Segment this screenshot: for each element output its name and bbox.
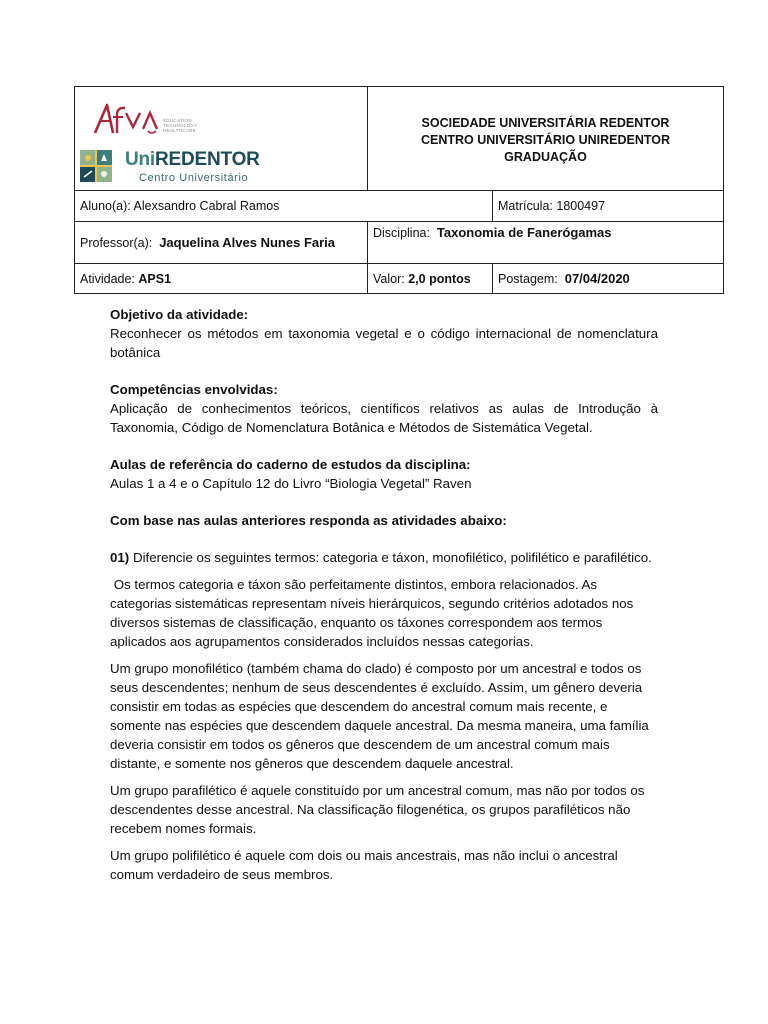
registration-label: Matrícula:: [498, 199, 553, 213]
answer-paragraph: Um grupo monofilético (também chama do clado) é composto por um ancestral e todos os seus descendentes; nenhum de seus descendentes é excluído. Assim, um gênero deveria consistir em todas as espécies que descendem do ancestral comum mais recente, e somente nas espécies que descendem daquele ancestral. Da mesma maneira, uma família deveria consistir em todos os gêneros que descendem de um ancestral comum mais distante, e somente nos gêneros que descendem daquele ancestral.: [110, 661, 649, 771]
afya-logo-icon: [93, 101, 165, 135]
answer-paragraph: Um grupo polifilético é aquele com dois ou mais ancestrais, mas não inclui o ancestral comum verdadeiro de seus membros.: [110, 848, 618, 882]
posting-date: 07/04/2020: [564, 271, 630, 286]
activity-value: APS1: [138, 271, 172, 286]
question-text: Diferencie os seguintes termos: categoria e táxon, monofilético, polifilético e parafilético.: [133, 550, 652, 565]
institution-cell: [368, 87, 724, 191]
posting-cell: [493, 264, 724, 294]
references-text: Aulas 1 a 4 e o Capítulo 12 do Livro “Biologia Vegetal” Raven: [110, 476, 472, 491]
posting-label: Postagem:: [498, 272, 558, 286]
competencies-text: Aplicação de conhecimentos teóricos, científicos relativos as aulas de Introdução à Taxonomia, Código de Nomenclatura Botânica e Métodos de Sistemática Vegetal.: [110, 401, 658, 435]
institution-line-2: CENTRO UNIVERSITÁRIO UNIREDENTOR: [420, 133, 671, 147]
grade-cell: [368, 264, 493, 294]
objective-text: Reconhecer os métodos em taxonomia vegetal e o código internacional de nomenclatura botânica: [110, 326, 658, 360]
grade-value: 2,0 pontos: [408, 271, 471, 286]
uniredentor-shield-icon: [79, 149, 113, 183]
document-body: [110, 305, 658, 892]
student-cell: [75, 191, 493, 222]
references-title: Aulas de referência do caderno de estudos da disciplina:: [110, 457, 471, 472]
grade-label: Valor:: [373, 271, 405, 286]
registration-value: 1800497: [556, 199, 606, 213]
uniredentor-logo: [79, 149, 279, 185]
activity-cell: [75, 264, 368, 294]
objective-title: Objetivo da atividade:: [110, 307, 249, 322]
professor-label: Professor(a):: [80, 236, 153, 250]
discipline-name: Taxonomia de Fanerógamas: [436, 225, 612, 240]
professor-cell: [75, 222, 368, 264]
competencies-title: Competências envolvidas:: [110, 382, 278, 397]
afya-tagline: EDUCATION TECHNOLOGY HEALTHCARE: [163, 118, 198, 133]
discipline-cell: [368, 222, 724, 264]
answer-paragraph: Os termos categoria e táxon são perfeitamente distintos, embora relacionados. As categorias sistemáticas representam níveis hierárquicos, segundo critérios adotados nos diversos sistemas de classificação, enquanto os táxones correspondem aos termos aplicados aos agrupamentos considerados incluídos nessas categorias.: [110, 577, 637, 649]
professor-name: Jaquelina Alves Nunes Faria: [159, 235, 336, 250]
registration-cell: [493, 191, 724, 222]
answer-block: [110, 575, 658, 884]
logo-cell: [75, 87, 368, 191]
question-1: [110, 548, 658, 567]
question-number: 01): [110, 550, 130, 565]
student-label: Aluno(a):: [80, 199, 131, 213]
discipline-label: Disciplina:: [373, 226, 430, 240]
instruction-text: Com base nas aulas anteriores responda as atividades abaixo:: [110, 513, 507, 528]
uniredentor-subtitle: Centro Universitário: [139, 172, 249, 184]
activity-label: Atividade:: [80, 271, 135, 286]
answer-paragraph: Um grupo parafilético é aquele constituído por um ancestral comum, mas não por todos os descendentes desse ancestral. Na classificação filogenética, os grupos parafiléticos não recebem nomes formais.: [110, 783, 645, 836]
uniredentor-wordmark: UniREDENTOR: [125, 149, 260, 170]
student-name: Alexsandro Cabral Ramos: [133, 199, 280, 213]
institution-line-3: GRADUAÇÃO: [504, 150, 587, 164]
header-table: [74, 86, 724, 294]
institution-line-1: SOCIEDADE UNIVERSITÁRIA REDENTOR: [421, 116, 670, 130]
